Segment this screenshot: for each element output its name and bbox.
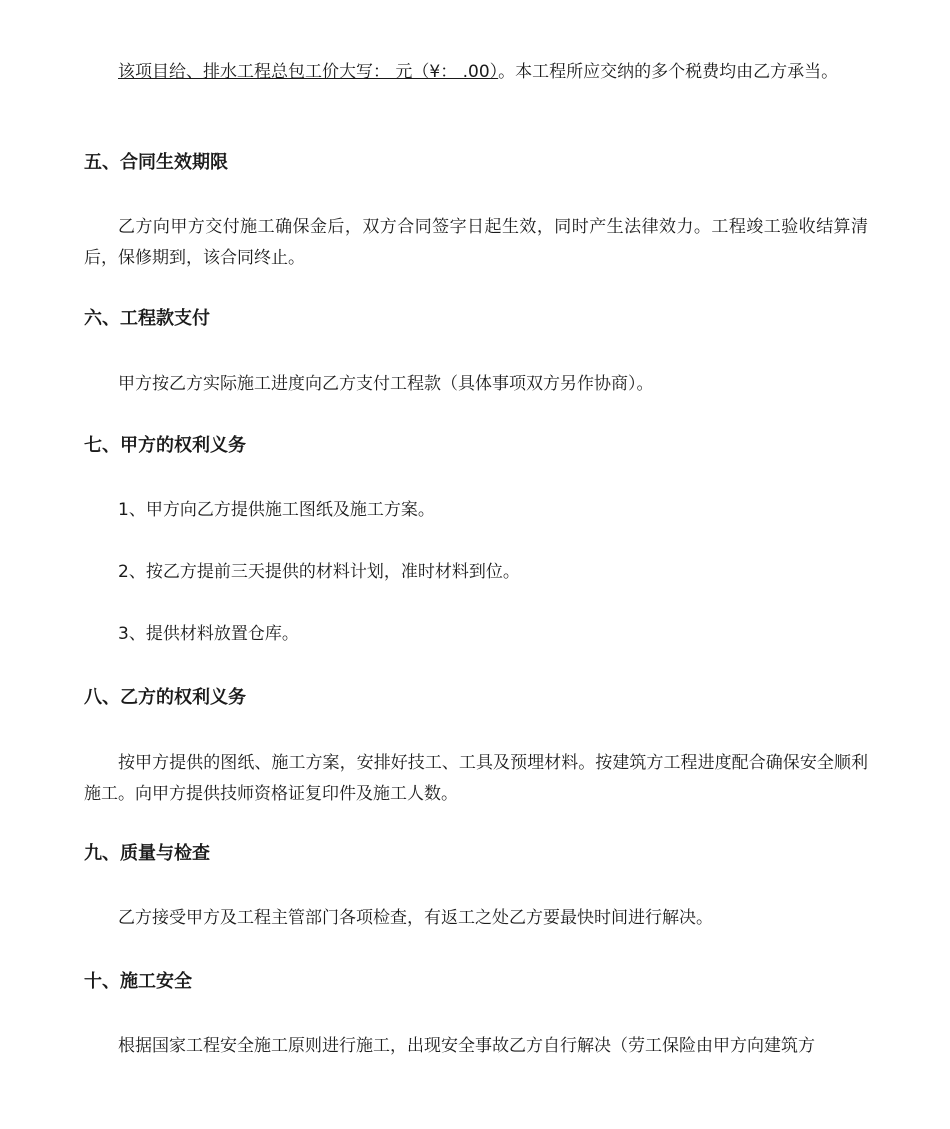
section-9-body: 乙方接受甲方及工程主管部门各项检查，有返工之处乙方要最快时间进行解决。 xyxy=(118,908,713,928)
section-5-body: 乙方向甲方交付施工确保金后，双方合同签字日起生效，同时产生法律效力。工程竣工验收结算清后，保修期到，该合同终止。 xyxy=(84,217,868,268)
section-9-heading: 九、质量与检查 xyxy=(84,843,210,864)
section-6-heading: 六、工程款支付 xyxy=(84,308,210,329)
section-7-item-3: 3、提供材料放置仓库。 xyxy=(118,624,299,644)
section-5-heading: 五、合同生效期限 xyxy=(84,152,228,173)
section-6-body: 甲方按乙方实际施工进度向乙方支付工程款（具体事项双方另作协商）。 xyxy=(118,374,654,394)
section-10-heading: 十、施工安全 xyxy=(84,971,192,992)
price-underlined-text: 该项目给、排水工程总包工价大写： 元（¥： .00） xyxy=(118,62,499,82)
section-8-heading: 八、乙方的权利义务 xyxy=(84,687,246,708)
section-7-heading: 七、甲方的权利义务 xyxy=(84,435,246,456)
section-10-body: 根据国家工程安全施工原则进行施工，出现安全事故乙方自行解决（劳工保险由甲方向建筑方 xyxy=(118,1036,815,1056)
price-paragraph xyxy=(84,57,868,88)
section-7-item-2: 2、按乙方提前三天提供的材料计划，准时材料到位。 xyxy=(118,562,520,582)
price-tax-text: 。本工程所应交纳的多个税费均由乙方承当。 xyxy=(498,62,839,82)
section-8-body: 按甲方提供的图纸、施工方案，安排好技工、工具及预埋材料。按建筑方工程进度配合确保安全顺利施工。向甲方提供技师资格证复印件及施工人数。 xyxy=(84,753,868,804)
section-7-item-1: 1、甲方向乙方提供施工图纸及施工方案。 xyxy=(118,500,435,520)
